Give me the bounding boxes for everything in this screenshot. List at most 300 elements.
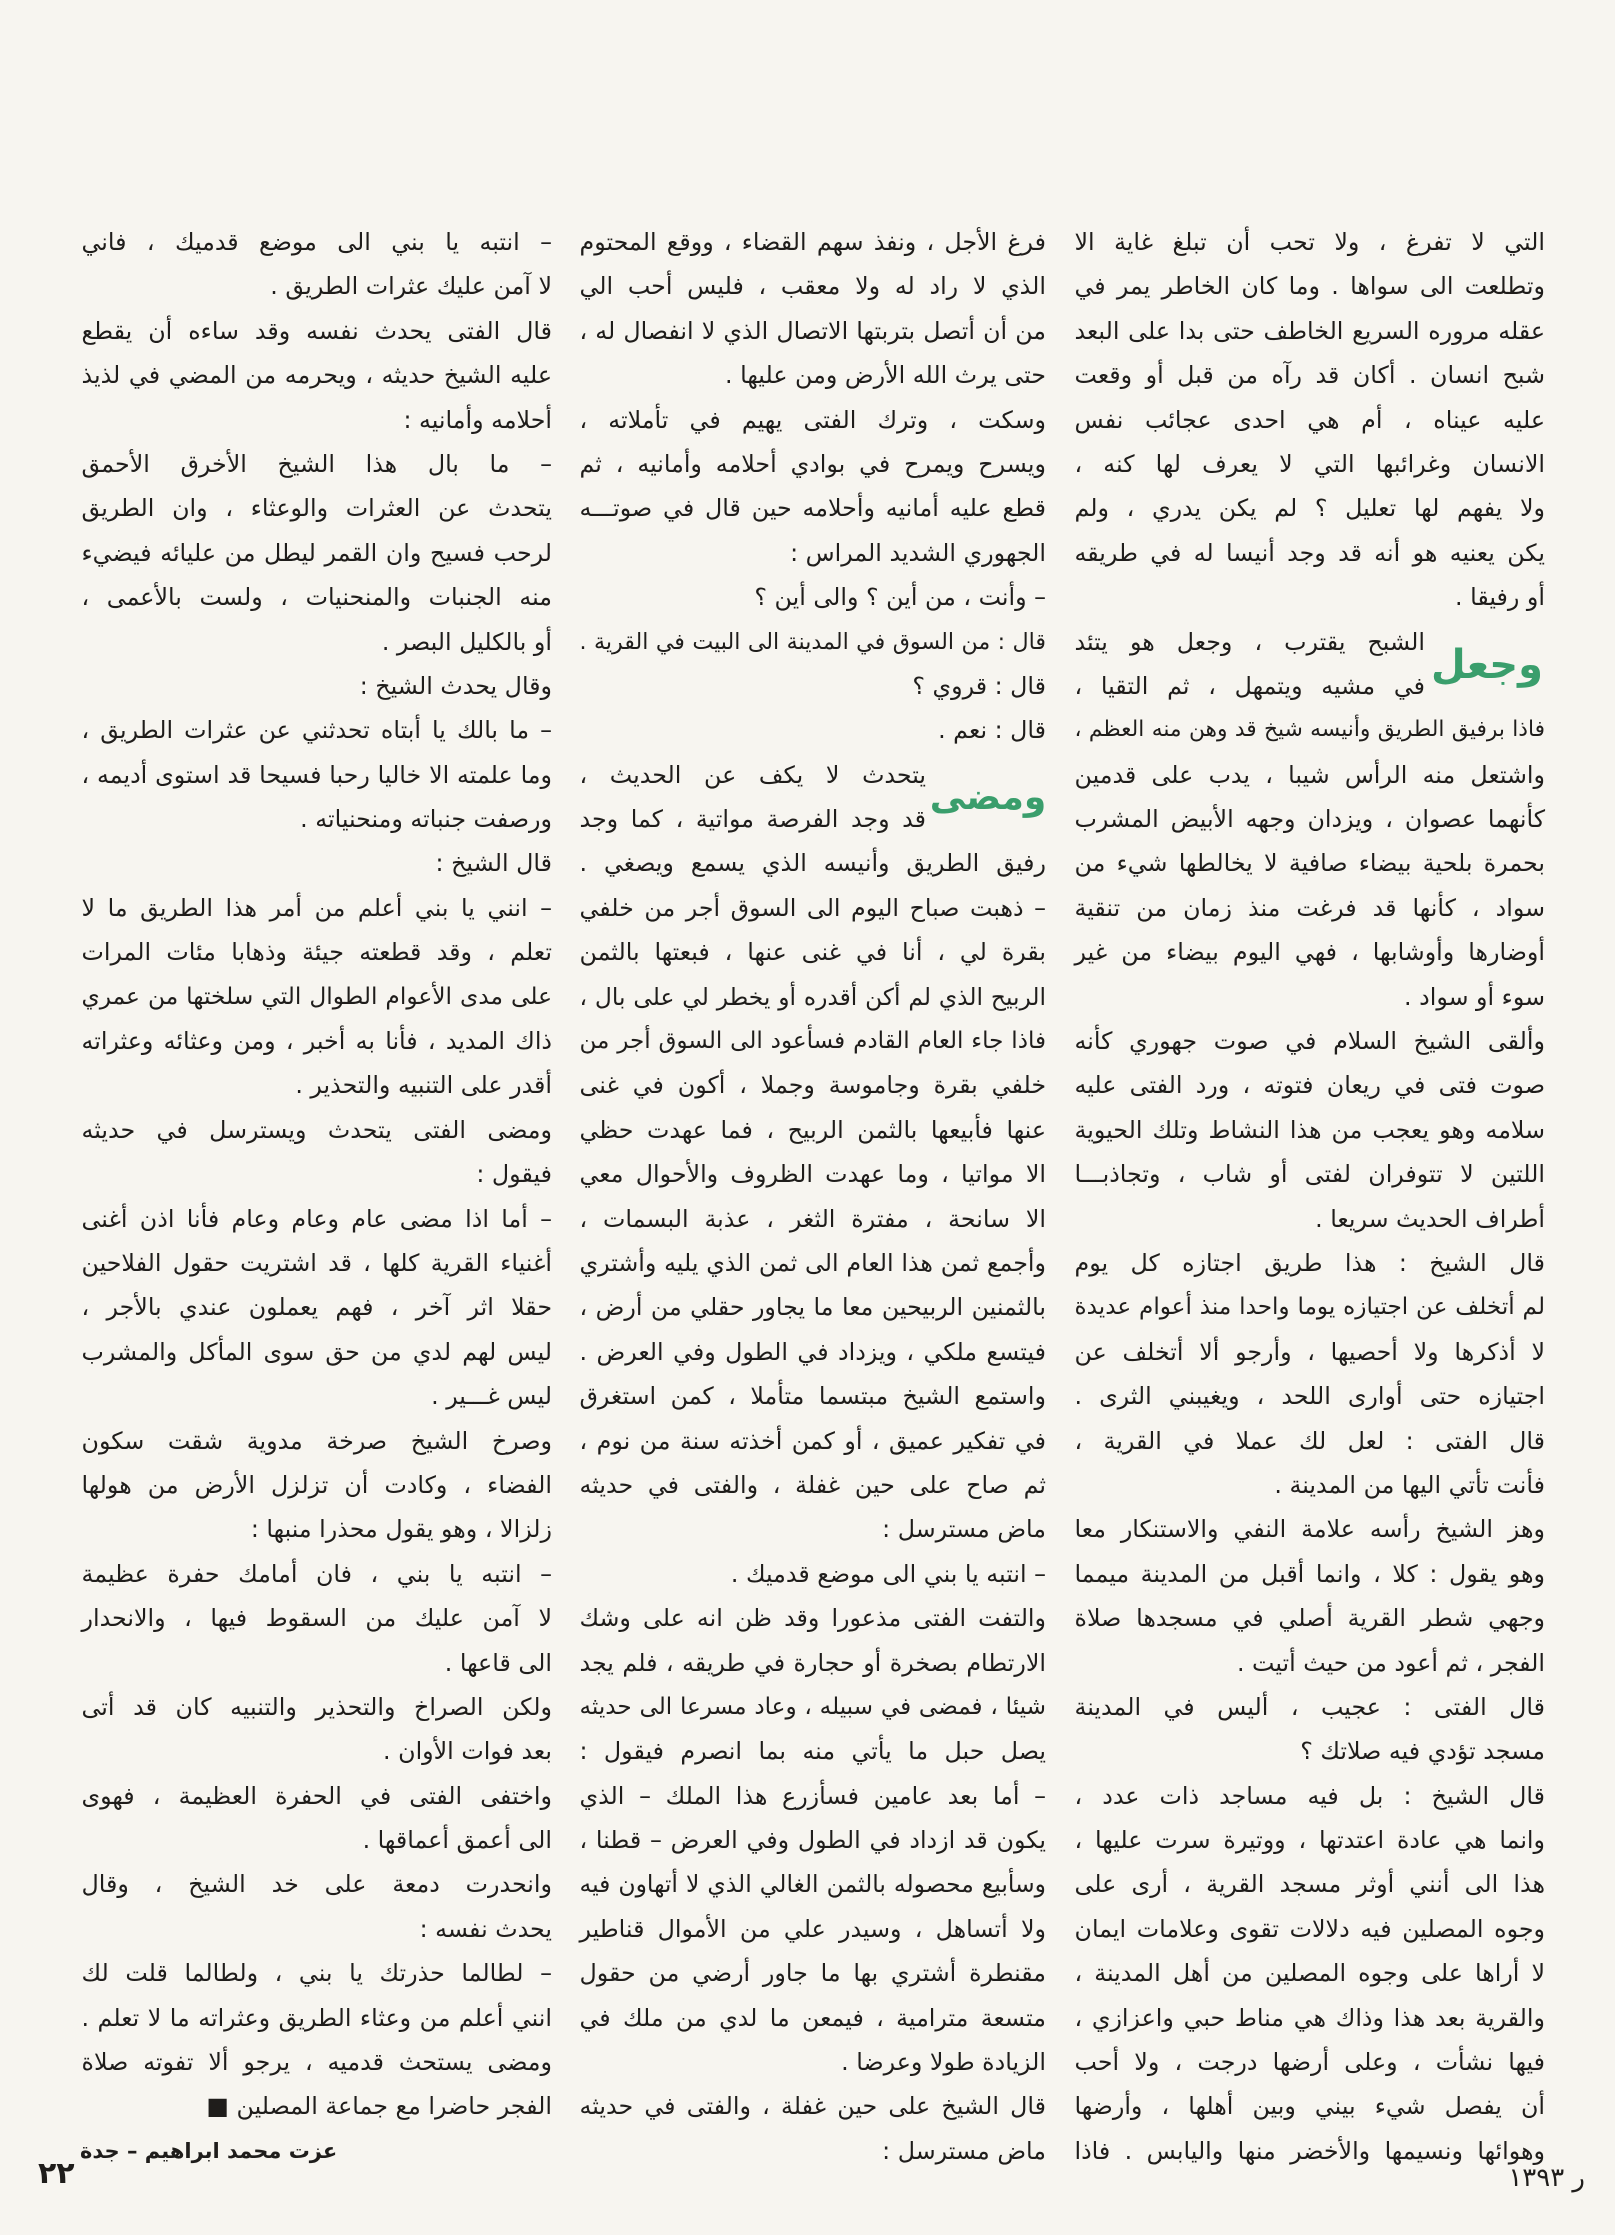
text-line [80,1996,552,2040]
line-text: أطراف الحديث سريعا . [1315,1204,1545,1233]
line-text: فيتسع ملكي ، ويزداد في الطول وفي العرض . [579,1337,1046,1366]
line-text: في مشيه ويتمهل ، ثم التقيا ، [1074,671,1425,700]
line-text: حتى يرث الله الأرض ومن عليها . [725,361,1046,390]
paragraph [80,841,552,885]
text-line [578,1241,1046,1285]
line-text: شبح انسان . أكان قد رآه من قبل أو وقعت [1074,361,1545,390]
text-line [80,975,552,1019]
line-text: ليس لهم لدي من حق سوى المأكل والمشرب [81,1337,552,1366]
line-text: قال الشيخ على حين غفلة ، والفتى في حديثه [579,2092,1046,2121]
paragraph [578,1552,1046,1596]
line-text: وقال يحدث الشيخ : [359,671,552,700]
line-text: حقلا اثر آخر ، فهم يعملون عندي بالأجر ، [81,1293,552,1322]
text-line [578,753,926,797]
paragraph [578,753,1046,886]
paragraph [578,1374,1046,1552]
paragraph [1073,1419,1545,1508]
line-text: قال الشيخ : هذا طريق اجتازه كل يوم [1074,1248,1545,1277]
column-right [1073,220,1545,2173]
text-line [578,398,1046,442]
text-line [578,575,1046,619]
line-text: ومضى يستحث قدميه ، يرجو ألا تفوته صلاة [81,2048,552,2077]
line-text: الفجر ، ثم أعود من حيث أتيت . [1236,1648,1545,1677]
line-text: – لطالما حذرتك يا بني ، ولطالما قلت لك [81,1959,552,1988]
line-text: يكن يعنيه هو أنه قد وجد أنيسا له في طريقه [1074,538,1545,567]
line-text: ورصفت جنباته ومنحنياته . [300,805,552,834]
line-text: أغنياء القرية كلها ، قد اشتريت حقول الفلاحين [81,1248,552,1277]
text-line [578,841,1046,885]
text-line [578,1951,1046,1995]
text-line [578,620,1046,664]
line-text: وتطلعت الى سواها . وما كان الخاطر يمر في [1074,272,1545,301]
paragraph [1073,1019,1545,1241]
line-text: قال الفتى : لعل لك عملا في القرية ، [1074,1426,1545,1455]
line-text: الذي لا راد له ولا معقب ، فليس أحب الي [579,272,1046,301]
line-text: ويسرح ويمرح في بوادي أحلامه وأمانيه ، ثم [579,449,1046,478]
column-middle [578,220,1046,2173]
text-line [578,1729,1046,1773]
text-line [80,930,552,974]
text-line [578,1197,1046,1241]
line-text: ثم صاح على حين غفلة ، والفتى في حديثه [579,1470,1046,1499]
text-line [578,486,1046,530]
text-line [578,1152,1046,1196]
text-line [578,1907,1046,1951]
text-line [1073,442,1545,486]
line-text: أوضارها وأوشابها ، فهي اليوم بيضاء من غير [1074,938,1545,967]
text-line [1073,1197,1545,1241]
text-line [80,841,552,885]
line-text: أو بالكليل البصر . [381,627,552,656]
paragraph [80,708,552,841]
line-text: فاذا برفيق الطريق وأنيسه شيخ قد وهن منه العظم ، [1074,717,1545,743]
text-line [1073,1951,1545,1995]
text-line [578,1063,1046,1107]
dropcap-word: وجعل [1431,641,1543,688]
paragraph [80,220,552,309]
line-text: واختفى الفتى في الحفرة العظيمة ، فهوى [81,1781,552,1810]
text-line [578,1552,1046,1596]
author-name: عزت محمد ابراهيم – جدة [80,2138,338,2163]
text-line [80,886,552,930]
line-text: الى قاعها . [444,1648,552,1677]
line-text: وهو يقول : كلا ، وانما أقبل من المدينة ميمما [1074,1559,1545,1588]
text-line [578,264,1046,308]
text-line [80,1907,552,1951]
text-line [1073,708,1545,752]
text-line [1073,1774,1545,1818]
line-text: وسكت ، وترك الفتى يهيم في تأملاته ، [579,405,1046,434]
text-line [1073,531,1545,575]
text-line [578,1463,1046,1507]
paragraph [578,1596,1046,1774]
line-text: لا آمن عليك من السقوط فيها ، والانحدار [81,1604,552,1633]
text-line [80,1685,552,1729]
paragraph [578,220,1046,398]
line-text: أن يفصل شيء بيني وبين أهلها ، وأرضها [1074,2092,1545,2121]
text-line [1073,309,1545,353]
line-text: اجتيازه حتى أوارى اللحد ، ويغيبني الثرى . [1074,1382,1545,1411]
line-text: ولا يفهم لها تعليل ؟ لم يكن يدري ، ولم [1074,494,1545,523]
line-text: منه الجنبات والمنحنيات ، ولست بالأعمى ، [81,583,552,612]
text-line [578,1330,1046,1374]
paragraph [1073,220,1545,620]
text-line [1073,1996,1545,2040]
line-text: لا أذكرها ولا أحصيها ، وأرجو ألا أتخلف عن [1074,1337,1545,1366]
line-text: شيئا ، فمضى في سبيله ، وعاد مسرعا الى حديثه [579,1693,1046,1720]
line-text: وسأبيع محصوله بالثمن الغالي الذي لا أتهاون فيه [579,1870,1046,1899]
line-text: الانسان وغرائبها التي لا يعرف لها كنه ، [1074,449,1545,478]
line-text: وهوائها ونسيمها والأخضر منها واليابس . فاذا [1074,2136,1545,2165]
text-line [1073,1552,1545,1596]
text-line [578,2040,1046,2084]
paragraph [80,1197,552,1419]
text-line [578,2129,1046,2173]
line-text: ماض مسترسل : [882,2136,1046,2165]
line-text: ومضى الفتى يتحدث ويسترسل في حديثه [81,1115,552,1144]
text-line [80,1596,552,1640]
text-line [1073,353,1545,397]
text-line [578,220,1046,264]
text-line [80,575,552,619]
line-text: أو رفيقا . [1455,583,1545,612]
column-left [80,220,552,2173]
text-line [80,1641,552,1685]
paragraph [1073,1241,1545,1419]
author-byline [80,2129,552,2173]
text-line [578,2084,1046,2128]
text-line [1073,1862,1545,1906]
text-line [80,1197,552,1241]
text-line [80,1285,552,1329]
line-text: والتفت الفتى مذعورا وقد ظن انه على وشك [579,1604,1046,1633]
line-text: الا مواتيا ، وما عهدت الظروف والأحوال معي [579,1160,1046,1189]
line-text: وأجمع ثمن هذا العام الى ثمن الذي يليه وأشتري [579,1248,1046,1277]
line-text: – ذهبت صباح اليوم الى السوق أجر من خلفي [579,893,1046,922]
line-text: الجهوري الشديد المراس : [790,538,1046,567]
text-line [80,1774,552,1818]
text-line [1073,2040,1545,2084]
line-text: عقله مروره السريع الخاطف حتى بدا على البعد [1074,316,1545,345]
line-text: مقنطرة أشتري بها ما جاور أرضي من حقول [579,1959,1046,1988]
line-text: الارتطام بصخرة أو حجارة في طريقه ، فلم يجد [579,1648,1046,1677]
text-line [578,797,926,841]
text-line [578,886,1046,930]
text-line [80,1108,552,1152]
line-text: لرحب فسيح وان القمر ليطل من عليائه فيضيء [81,538,552,567]
text-line [80,264,552,308]
line-text: لا آمن عليك عثرات الطريق . [270,272,552,301]
paragraph [80,1108,552,1197]
paragraph [1073,1507,1545,1685]
paragraph [80,1552,552,1685]
line-text: – انتبه يا بني ، فان أمامك حفرة عظيمة [81,1559,552,1588]
line-text: فيقول : [476,1160,552,1189]
text-line [578,708,1046,752]
line-text: صوت فتى في ريعان فتوته ، ورد الفتى عليه [1074,1071,1545,1100]
text-line [578,664,1046,708]
line-text: والقرية بعد هذا وذاك هي مناط حبي واعزازي ، [1074,2003,1545,2032]
line-text: بقرة لي ، أنا في غنى عنها ، فبعتها بالثمن [579,938,1046,967]
line-text: يحدث نفسه : [419,1914,552,1943]
line-text: – انتبه يا بني الى موضع قدميك ، فاني [81,228,552,256]
line-text: ولا أتساهل ، وسيدر علي من الأموال قناطير [579,1914,1046,1943]
text-line [578,1641,1046,1685]
line-text: فرغ الأجل ، ونفذ سهم القضاء ، ووقع المحتوم [579,228,1046,256]
line-text: – انني يا بني أعلم من أمر هذا الطريق ما لا [81,893,552,922]
line-text: أحلامه وأمانيه : [403,405,552,434]
text-line [578,1019,1046,1063]
line-text: – ما بالك يا أبتاه تحدثني عن عثرات الطريق ، [81,716,552,745]
text-line [80,1951,552,1995]
paragraph [80,1862,552,1951]
text-line [80,1374,552,1418]
paragraph [80,1951,552,2129]
line-text: زلزالا ، وهو يقول محذرا منبها : [250,1515,552,1544]
paragraph [578,886,1046,1374]
text-line [1073,1419,1545,1463]
text-line [1073,1907,1545,1951]
line-text: في تفكير عميق ، أو كمن أخذته سنة من نوم ، [579,1426,1046,1455]
text-line [80,353,552,397]
line-text: يتحدث لا يكف عن الحديث ، [579,760,926,789]
paragraph [80,1419,552,1552]
dropcap-word: ومضى [929,776,1047,818]
paragraph [1073,1774,1545,2174]
line-text: وصرخ الشيخ صرخة مدوية شقت سكون [81,1426,552,1455]
line-text: سلامه وهو يعجب من هذا النشاط وتلك الحيوية [1074,1115,1545,1144]
line-text: اللتين لا تتوفران لفتى أو شاب ، وتجاذبـــا [1074,1160,1545,1189]
line-text: الزيادة طولا وعرضا . [841,2048,1046,2077]
line-text: فأنت تأتي اليها من المدينة . [1274,1470,1545,1499]
text-line [578,1374,1046,1418]
line-text: على مدى الأعوام الطوال التي سلختها من عمري [81,982,552,1010]
text-line [80,1463,552,1507]
paragraph [80,309,552,442]
issue-date: ر ١٣٩٣ [1508,2163,1585,2193]
line-text: وما علمته الا خاليا رحبا فسيحا قد استوى أديمه ، [81,760,552,789]
line-text: – وأنت ، من أين ؟ والى أين ؟ [754,583,1046,612]
paragraph [578,1774,1046,2085]
line-text: قطع عليه أمانيه وأحلامه حين قال في صوتـــه [579,494,1046,523]
text-line [578,975,1046,1019]
text-line [1073,575,1545,619]
text-line [80,309,552,353]
text-line [578,1685,1046,1729]
text-line [578,930,1046,974]
line-text: لا أراها على وجوه المصلين من أهل المدينة ، [1074,1959,1545,1988]
line-text: تعلم ، وقد قطعته جيئة وذهابا مئات المرات [81,938,552,967]
text-line [80,1241,552,1285]
line-text: بحمرة بلحية بيضاء صافية لا يخالطها شيء من [1074,849,1545,878]
line-text: الفجر حاضرا مع جماعة المصلين ■ [206,2092,552,2121]
text-line [578,1862,1046,1906]
text-line [1073,1063,1545,1107]
line-text: قال الشيخ : بل فيه مساجد ذات عدد ، [1074,1781,1545,1810]
text-line [1073,1108,1545,1152]
line-text: وانما هي عادة اعتدتها ، ووتيرة سرت عليها ، [1074,1826,1545,1855]
text-line [80,1019,552,1063]
line-text: قال : من السوق في المدينة الى البيت في القرية . [579,628,1046,655]
text-line [1073,220,1545,264]
text-line [578,1996,1046,2040]
text-line [578,1596,1046,1640]
text-line [80,1330,552,1374]
text-line [1073,486,1545,530]
paragraph [1073,1685,1545,1774]
text-line [578,1774,1046,1818]
text-line [578,1507,1046,1551]
paragraph [578,620,1046,664]
line-text: ولكن الصراخ والتحذير والتنبيه كان قد أتى [81,1692,552,1721]
line-text: الى أعمق أعماقها . [362,1826,552,1855]
line-text: مسجد تؤدي فيه صلاتك ؟ [1300,1737,1545,1766]
line-text: خلفي بقرة وجاموسة وجملا ، أكون في غنى [579,1071,1046,1100]
line-text: يتحدث عن العثرات والوعثاء ، وان الطريق [81,494,552,523]
line-text: قال : قروي ؟ [912,671,1046,700]
text-line [1073,2084,1545,2128]
text-line [80,1818,552,1862]
text-line [1073,1019,1545,1063]
line-text: سوء أو سواد . [1404,982,1545,1011]
line-text: متسعة مترامية ، فيمعن ما لدي من ملك في [579,2003,1046,2032]
text-line [80,708,552,752]
line-text: يكون قد ازداد في الطول وفي العرض – قطنا ، [579,1826,1046,1855]
paragraph [80,886,552,1108]
line-text: – أما بعد عامين فسأزرع هذا الملك – الذي [579,1781,1046,1810]
line-text: من أن أتصل بتربتها الاتصال الذي لا انفصال له ، [579,316,1046,345]
line-text: قد وجد الفرصة مواتية ، كما وجد [579,805,926,834]
line-text: كأنهما عصوان ، ويزدان وجهه الأبيض المشرب [1074,805,1545,834]
text-line [578,1818,1046,1862]
text-line [80,220,552,264]
page-number: ٢٢ [38,2156,75,2191]
line-text: بالثمنين الربيحين معا ما يجاور حقلي من أرض ، [579,1293,1046,1322]
text-line [578,353,1046,397]
line-text: وجوه المصلين فيه دلالات تقوى وعلامات ايمان [1074,1914,1545,1943]
text-line [1073,1507,1545,1551]
text-line [80,1507,552,1551]
text-line [80,664,552,708]
line-text: لم أتخلف عن اجتيازه يوما واحدا منذ أعوام عديدة [1074,1294,1545,1321]
text-line [578,1285,1046,1329]
line-text: فيها نشأت ، وعلى أرضها درجت ، ولا أحب [1074,2048,1545,2077]
text-line [578,309,1046,353]
line-text: يصل حبل ما يأتي منه بما انصرم فيقول : [579,1737,1046,1766]
text-line [80,620,552,664]
text-line [578,1108,1046,1152]
text-line [1073,1152,1545,1196]
line-text: ليس غـــير . [431,1382,552,1411]
text-line [578,531,1046,575]
line-text: واستمع الشيخ مبتسما متأملا ، كمن استغرق [579,1382,1046,1411]
line-text: واشتعل منه الرأس شيبا ، يدب على قدمين [1074,760,1545,789]
text-line [80,753,552,797]
paragraph [80,1685,552,1774]
line-text: رفيق الطريق وأنيسه الذي يسمع ويصغي . [579,849,1046,878]
paragraph [578,708,1046,752]
paragraph [1073,620,1545,1020]
text-line [1073,1818,1545,1862]
text-line [1073,398,1545,442]
line-text: سواد ، كأنها قد فرغت منذ زمان من تنقية [1074,893,1545,922]
line-text: – أما اذا مضى عام وعام وعام فأنا اذن أغنى [81,1204,552,1233]
text-line [1073,841,1545,885]
text-line [578,442,1046,486]
line-text: بعد فوات الأوان . [383,1737,552,1766]
text-line [1073,753,1545,797]
text-line [80,531,552,575]
text-line [80,1152,552,1196]
text-line [1073,1685,1545,1729]
text-line [1073,264,1545,308]
text-line [1073,930,1545,974]
line-text: قال الفتى يحدث نفسه وقد ساءه أن يقطع [81,316,552,345]
text-line [1073,664,1425,708]
text-line [1073,620,1425,664]
text-line [80,797,552,841]
text-line [80,1552,552,1596]
line-text: ذاك المديد ، فأنا به أخبر ، ومن وعثائه وعثراته [81,1027,552,1056]
text-line [80,1729,552,1773]
line-text: أقدر على التنبيه والتحذير . [295,1071,552,1100]
text-line [80,442,552,486]
text-line [1073,1374,1545,1418]
text-line [1073,1241,1545,1285]
paragraph [80,1774,552,1863]
line-text: الشبح يقترب ، وجعل هو يتئد [1074,627,1425,656]
text-line [578,1419,1046,1463]
text-line [1073,1596,1545,1640]
line-text: عنها فأبيعها بالثمن الربيح ، فما عهدت حظي [579,1115,1046,1144]
line-text: عليه عيناه ، أم هي احدى عجائب نفس [1074,405,1545,434]
line-text: وانحدرت دمعة على خد الشيخ ، وقال [81,1870,552,1899]
line-text: قال : نعم . [938,716,1046,745]
text-line [80,1419,552,1463]
line-text: التي لا تفرغ ، ولا تحب أن تبلغ غاية الا [1074,228,1545,256]
paragraph [578,575,1046,619]
line-text: وألقى الشيخ السلام في صوت جهوري كأنه [1074,1027,1545,1056]
text-line [1073,797,1545,841]
line-text: الربيح الذي لم أكن أقدره أو يخطر لي على بال ، [579,982,1046,1011]
line-text: ماض مسترسل : [882,1515,1046,1544]
text-line [1073,1729,1545,1773]
text-line [1073,1641,1545,1685]
line-text: وجهي شطر القرية أصلي في مسجدها صلاة [1074,1604,1545,1633]
line-text: قال الشيخ : [435,849,552,878]
line-text: فاذا جاء العام القادم فسأعود الى السوق أجر من [579,1028,1046,1055]
text-line [1073,1285,1545,1329]
line-text: الا سانحة ، مفترة الثغر ، عذبة البسمات ، [579,1204,1046,1233]
text-line [80,1063,552,1107]
line-text: عليه الشيخ حديثه ، ويحرمه من المضي في لذيذ [81,361,552,390]
text-line [80,2040,552,2084]
line-text: هذا الى أنني أوثر مسجد القرية ، أرى على [1074,1870,1545,1899]
line-text: قال الفتى : عجيب ، أليس في المدينة [1074,1692,1545,1721]
line-text: الفضاء ، وكادت أن تزلزل الأرض من هولها [81,1470,552,1499]
text-line [1073,886,1545,930]
line-text: – انتبه يا بني الى موضع قدميك . [730,1559,1046,1588]
paragraph [80,442,552,664]
paragraph [578,398,1046,576]
text-line [80,2084,552,2128]
line-text: – ما بال هذا الشيخ الأخرق الأحمق [81,449,552,478]
line-text: وهز الشيخ رأسه علامة النفي والاستنكار معا [1074,1515,1545,1544]
line-text: انني أعلم من وعثاء الطريق وعثراته ما لا تعلم . [81,2003,552,2032]
text-line [1073,1463,1545,1507]
text-line [80,398,552,442]
paragraph [80,664,552,708]
